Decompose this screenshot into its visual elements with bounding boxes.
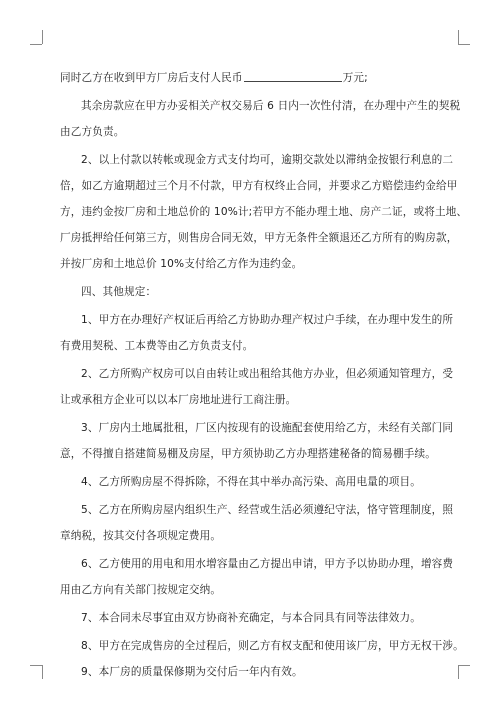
section-4-heading: 四、其他规定： [81, 286, 157, 298]
rule-7-line-1: 7、本合同未尽事宜由双方协商补充确定，与本合同具有同等法律效力。 [81, 612, 421, 624]
rule-4-line-1: 4、乙方所购房屋不得拆除，不得在其中举办高污染、高用电量的项目。 [81, 476, 421, 488]
crop-mark-bottom-right-v [458, 665, 459, 679]
rule-5-line-2: 章纳税，按其交付各项规定费用。 [60, 530, 222, 542]
crop-mark-top-left-v [42, 30, 43, 44]
clause-2-line-4: 厂房抵押给任何第三方，则售房合同无效，甲方无条件全额退还乙方所有的购房款， [60, 232, 458, 244]
clause-2-line-1: 2、以上付款以转帐或现金方式支付均可，逾期交款处以滞纳金按银行利息的二 [81, 154, 454, 166]
payment-line [60, 70, 368, 85]
rule-3-line-1: 3、厂房内土地属批租，厂区内按现有的设施配套使用给乙方，未经有关部门同 [81, 422, 454, 434]
crop-mark-top-right-v [458, 30, 459, 44]
rule-2-line-2: 让或承租方企业可以以本厂房地址进行工商注册。 [60, 394, 297, 406]
amount-blank [244, 71, 342, 82]
clause-2-line-2: 倍，如乙方逾期超过三个月不付款，甲方有权终止合同，并要求乙方赔偿违约金给甲 [60, 180, 458, 192]
payment-line-suffix: 万元; [342, 72, 368, 84]
crop-mark-top-right-h [458, 44, 470, 45]
crop-mark-bottom-left-v [42, 665, 43, 679]
rule-8-line-1: 8、甲方在完成售房的全过程后，则乙方有权支配和使用该厂房，甲方无权干涉。 [81, 640, 464, 652]
rule-5-line-1: 5、乙方在所购房屋内组织生产、经营或生活必须遵纪守法，恪守管理制度，照 [81, 504, 454, 516]
balance-paragraph-line-1: 其余房款应在甲方办妥相关产权交易后 6 日内一次性付清，在办理中产生的契税 [81, 100, 461, 112]
rule-6-line-2: 用由乙方向有关部门按规定交纳。 [60, 584, 222, 596]
crop-mark-bottom-left-h [30, 665, 42, 666]
rule-1-line-1: 1、甲方在办理好产权证后再给乙方协助办理产权过户手续，在办理中发生的所 [81, 314, 454, 326]
rule-3-line-2: 意，不得擅自搭建简易棚及房屋，甲方须协助乙方办理搭建秘备的简易棚手续。 [60, 448, 437, 460]
clause-2-line-5: 并按厂房和土地总价 10%支付给乙方作为违约金。 [60, 258, 303, 270]
rule-9-line-1: 9、本厂房的质量保修期为交付后一年内有效。 [81, 666, 303, 678]
balance-paragraph-line-2: 由乙方负责。 [60, 126, 125, 138]
crop-mark-top-left-h [30, 44, 42, 45]
rule-2-line-1: 2、乙方所购产权房可以自由转让或出租给其他方办业，但必须通知管理方，受 [81, 368, 454, 380]
payment-line-prefix: 同时乙方在收到甲方厂房后支付人民币 [60, 72, 243, 84]
crop-mark-bottom-right-h [458, 665, 470, 666]
clause-2-line-3: 方，违约金按厂房和土地总价的 10%计;若甲方不能办理土地、房产二证，或将土地、 [60, 206, 468, 218]
rule-1-line-2: 有费用契税、工本费等由乙方负责支付。 [60, 340, 254, 352]
rule-6-line-1: 6、乙方使用的用电和用水增容量由乙方提出申请，甲方予以协助办理，增容费 [81, 558, 454, 570]
